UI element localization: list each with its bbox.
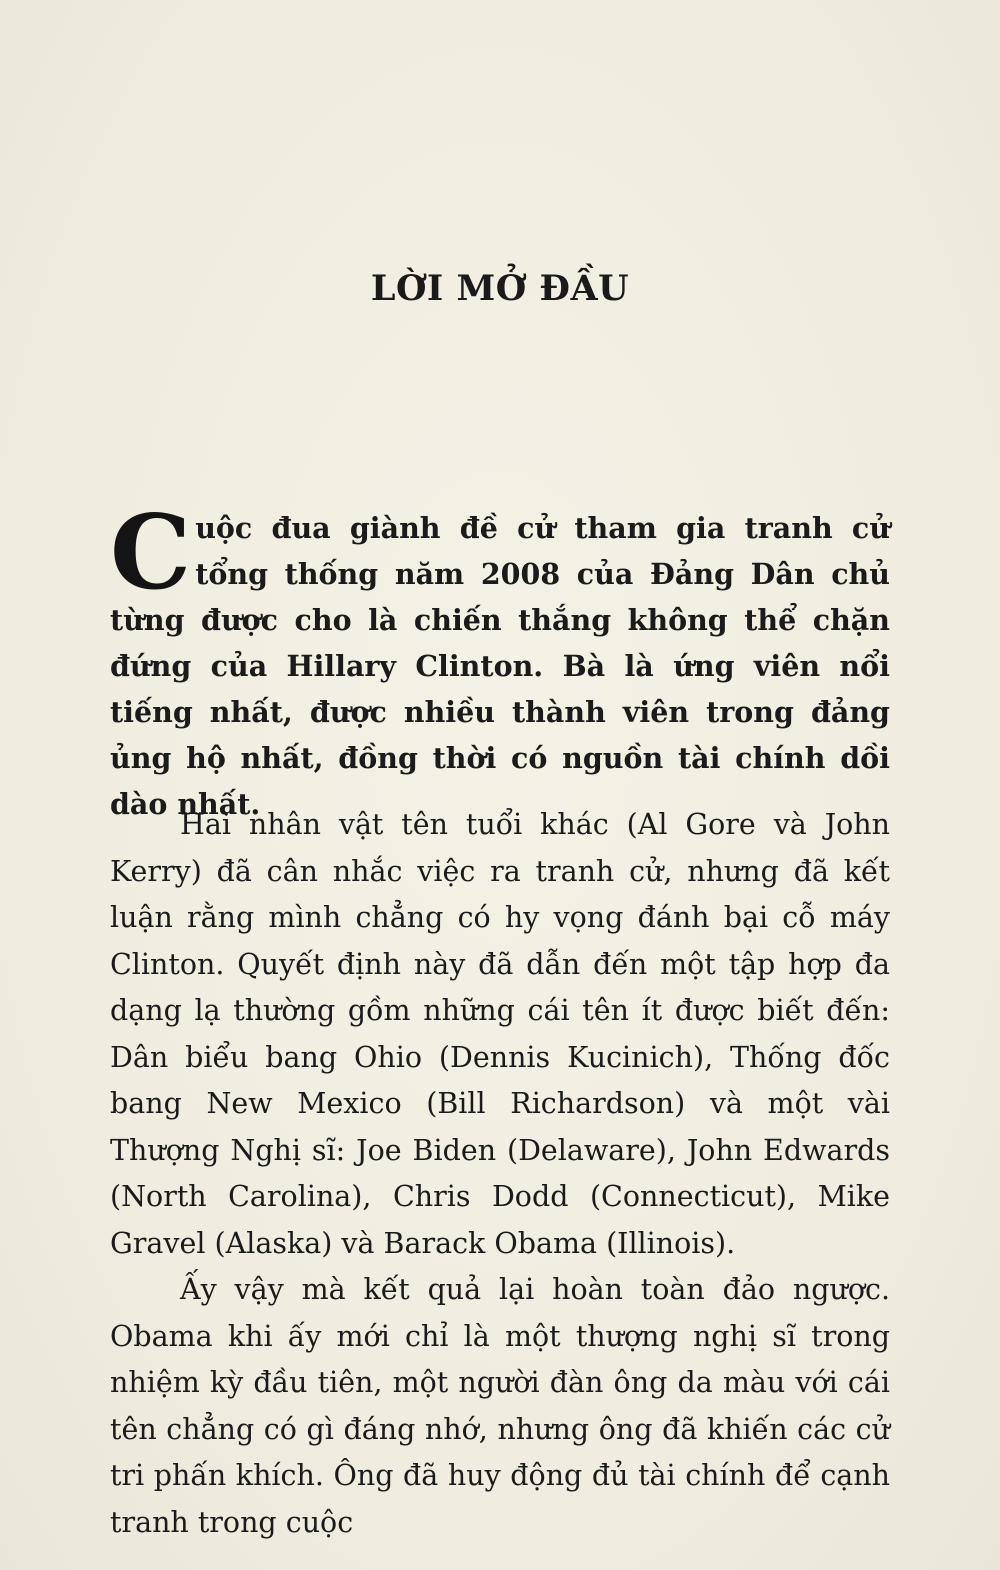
body-paragraph: Ấy vậy mà kết quả lại hoàn toàn đảo ngược. Obama khi ấy mới chỉ là một thượng nghị sĩ trong nhiệm kỳ đầu tiên, một người đàn ông da màu với cái tên chẳng có gì đáng nhớ, nhưng ông đã khiến các cử tri phấn khích. Ông đã huy động đủ tài chính để cạnh tranh trong cuộc (110, 1273, 890, 1539)
lead-paragraph (110, 493, 890, 827)
body-text (110, 802, 890, 1546)
chapter-title: LỜI MỞ ĐẦU (370, 268, 630, 309)
drop-cap: C (110, 493, 192, 613)
body-paragraph: Hai nhân vật tên tuổi khác (Al Gore và John Kerry) đã cân nhắc việc ra tranh cử, nhưng đã kết luận rằng mình chẳng có hy vọng đánh bại cỗ máy Clinton. Quyết định này đã dẫn đến một tập hợp đa dạng lạ thường gồm những cái tên ít được biết đến: Dân biểu bang Ohio (Dennis Kucinich), Thống đốc bang New Mexico (Bill Richardson) và một vài Thượng Nghị sĩ: Joe Biden (Delaware), John Edwards (North Carolina), Chris Dodd (Connecticut), Mike Gravel (Alaska) và Barack Obama (Illinois). (110, 808, 890, 1260)
lead-text: uộc đua giành đề cử tham gia tranh cử tổng thống năm 2008 của Đảng Dân chủ từng được cho là chiến thắng không thể chặn đứng của Hillary Clinton. Bà là ứng viên nổi tiếng nhất, được nhiều thành viên trong đảng ủng hộ nhất, đồng thời có nguồn tài chính dồi dào nhất. (110, 511, 890, 821)
